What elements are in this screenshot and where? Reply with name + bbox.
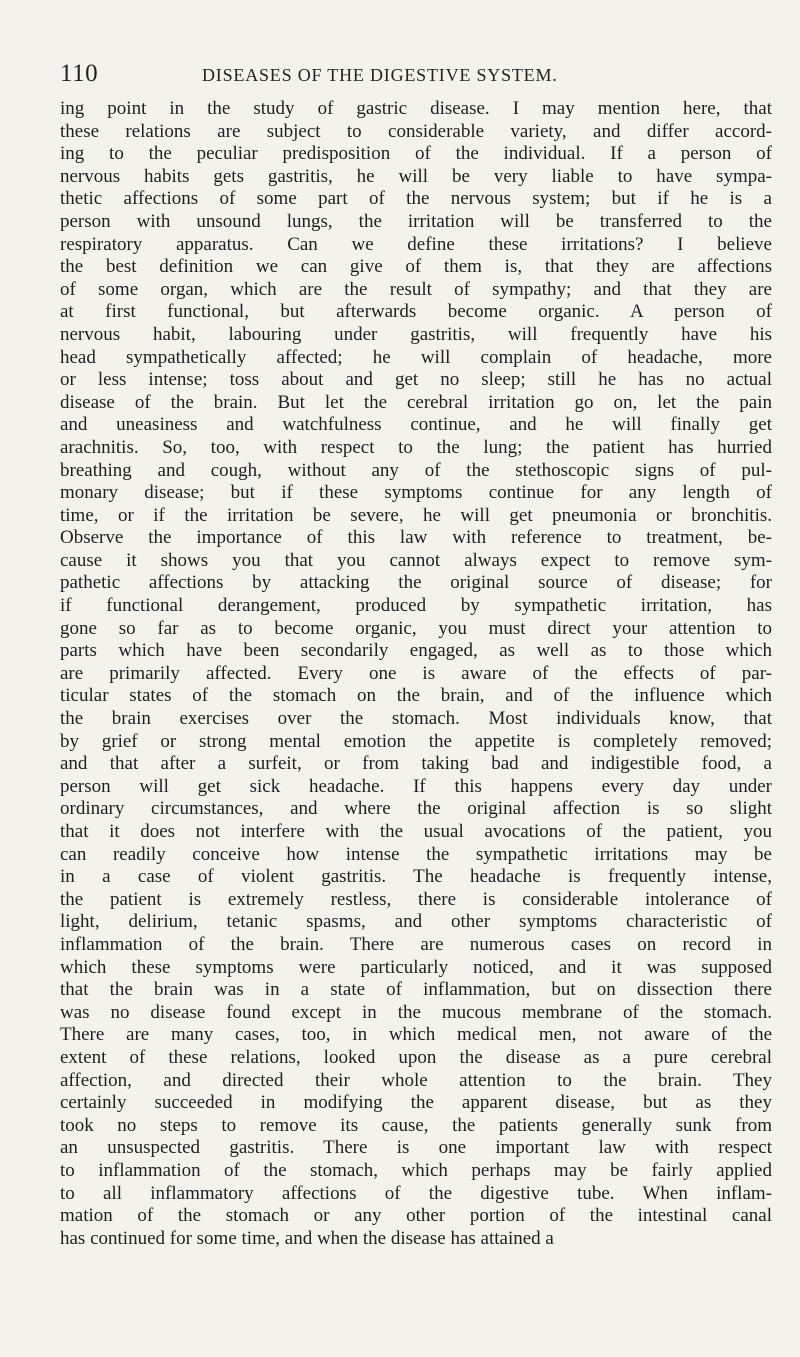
text-line: are primarily affected. Every one is aware of the effects of par- bbox=[60, 662, 772, 684]
text-line: There are many cases, too, in which medical men, not aware of the bbox=[60, 1024, 772, 1046]
text-line: affection, and directed their whole attention to the brain. They bbox=[60, 1069, 772, 1091]
text-line: these relations are subject to considerable variety, and differ accord- bbox=[60, 120, 772, 142]
text-line: nervous habit, labouring under gastritis, will frequently have his bbox=[60, 323, 772, 345]
text-line: an unsuspected gastritis. There is one important law with respect bbox=[60, 1137, 772, 1159]
text-line: person will get sick headache. If this happens every day under bbox=[60, 775, 772, 797]
text-line: was no disease found except in the mucous membrane of the stomach. bbox=[60, 1001, 772, 1023]
text-line: to inflammation of the stomach, which perhaps may be fairly applied bbox=[60, 1159, 772, 1181]
text-line: mation of the stomach or any other portion of the intestinal canal bbox=[60, 1205, 772, 1227]
text-line: the best definition we can give of them is, that they are affections bbox=[60, 256, 772, 278]
text-line: has continued for some time, and when the disease has attained a bbox=[60, 1227, 554, 1249]
text-line: breathing and cough, without any of the stethoscopic signs of pul- bbox=[60, 459, 772, 481]
text-line: pathetic affections by attacking the original source of disease; for bbox=[60, 572, 772, 594]
text-line: to all inflammatory affections of the digestive tube. When inflam- bbox=[60, 1182, 772, 1204]
text-line: the brain exercises over the stomach. Most individuals know, that bbox=[60, 708, 772, 730]
page-number: 110 bbox=[60, 60, 99, 87]
page-header bbox=[60, 60, 760, 92]
text-line: parts which have been secondarily engaged, as well as to those which bbox=[60, 640, 772, 662]
text-line: arachnitis. So, too, with respect to the lung; the patient has hurried bbox=[60, 436, 772, 458]
text-line: disease of the brain. But let the cerebral irritation go on, let the pain bbox=[60, 391, 772, 413]
body-text bbox=[60, 98, 772, 1250]
text-line: inflammation of the brain. There are numerous cases on record in bbox=[60, 933, 772, 955]
text-line: at first functional, but afterwards become organic. A person of bbox=[60, 301, 772, 323]
text-line: extent of these relations, looked upon the disease as a pure cerebral bbox=[60, 1046, 772, 1068]
text-line: if functional derangement, produced by sympathetic irritation, has bbox=[60, 595, 772, 617]
text-line: that the brain was in a state of inflammation, but on dissection there bbox=[60, 979, 772, 1001]
text-line: light, delirium, tetanic spasms, and other symptoms characteristic of bbox=[60, 911, 772, 933]
text-line: of some organ, which are the result of sympathy; and that they are bbox=[60, 278, 772, 300]
text-line: and uneasiness and watchfulness continue, and he will finally get bbox=[60, 414, 772, 436]
text-line: respiratory apparatus. Can we define these irritations? I believe bbox=[60, 233, 772, 255]
text-line: monary disease; but if these symptoms continue for any length of bbox=[60, 482, 772, 504]
text-line: the patient is extremely restless, there is considerable intolerance of bbox=[60, 888, 772, 910]
text-line: ing to the peculiar predisposition of the individual. If a person of bbox=[60, 143, 772, 165]
text-line: and that after a surfeit, or from taking bad and indigestible food, a bbox=[60, 753, 772, 775]
text-line: thetic affections of some part of the nervous system; but if he is a bbox=[60, 188, 772, 210]
text-line: by grief or strong mental emotion the appetite is completely removed; bbox=[60, 730, 772, 752]
text-line: or less intense; toss about and get no sleep; still he has no actual bbox=[60, 369, 772, 391]
text-line: cause it shows you that you cannot always expect to remove sym- bbox=[60, 549, 772, 571]
text-line: certainly succeeded in modifying the apparent disease, but as they bbox=[60, 1092, 772, 1114]
running-head: DISEASES OF THE DIGESTIVE SYSTEM. bbox=[202, 65, 558, 85]
text-line: ing point in the study of gastric disease. I may mention here, that bbox=[60, 98, 772, 119]
text-line: Observe the importance of this law with reference to treatment, be- bbox=[60, 527, 772, 549]
text-line: can readily conceive how intense the sympathetic irritations may be bbox=[60, 843, 772, 865]
text-line: in a case of violent gastritis. The headache is frequently intense, bbox=[60, 866, 772, 888]
text-line: nervous habits gets gastritis, he will be very liable to have sympa- bbox=[60, 165, 772, 187]
text-line: which these symptoms were particularly noticed, and it was supposed bbox=[60, 956, 772, 978]
text-line: person with unsound lungs, the irritation will be transferred to the bbox=[60, 210, 772, 232]
text-line: ordinary circumstances, and where the original affection is so slight bbox=[60, 798, 772, 820]
text-line: gone so far as to become organic, you must direct your attention to bbox=[60, 617, 772, 639]
text-line: time, or if the irritation be severe, he will get pneumonia or bronchitis. bbox=[60, 504, 772, 526]
text-line: ticular states of the stomach on the brain, and of the influence which bbox=[60, 685, 772, 707]
text-line: head sympathetically affected; he will complain of headache, more bbox=[60, 346, 772, 368]
text-line: that it does not interfere with the usual avocations of the patient, you bbox=[60, 821, 772, 842]
text-line: took no steps to remove its cause, the patients generally sunk from bbox=[60, 1114, 772, 1136]
